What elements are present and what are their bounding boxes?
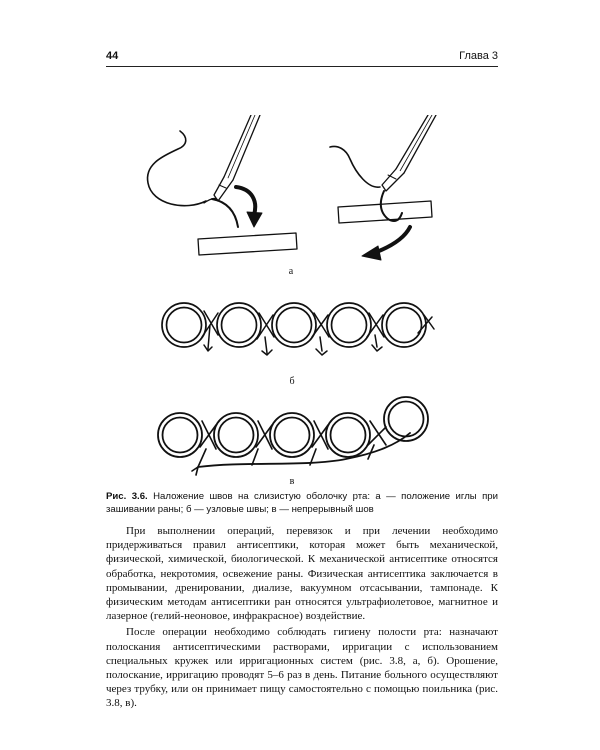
figure-label-c: в bbox=[289, 476, 295, 487]
interrupted-sutures bbox=[162, 290, 438, 355]
page-number: 44 bbox=[106, 50, 119, 62]
caption-label: Рис. 3.6. bbox=[106, 491, 148, 502]
suture-figure bbox=[106, 115, 498, 485]
figure-caption bbox=[106, 490, 498, 516]
paragraph: После операции необходимо соблюдать гигиену полости рта: назначают полоскания антисептическими растворами, ирригации с использованием специальных кружек или ирригационных систем (рис. 3.8, а, б). Орошение, полоскание, ирригацию проводят 5–6 раз в день. Питание больного осуществляют через трубку, или он принимает пищу самостоятельно с помощью поильника (рис. 3.8, в). bbox=[106, 626, 498, 710]
needle-position-illustration-left bbox=[148, 115, 297, 255]
figure-label-a: а bbox=[288, 266, 294, 277]
continuous-suture bbox=[158, 397, 428, 475]
needle-position-illustration-right bbox=[330, 115, 436, 260]
caption-text: Наложение швов на слизистую оболочку рта: а — положение иглы при зашивании раны; б — узловые швы; в — непрерывный шов bbox=[106, 491, 498, 515]
body-text bbox=[106, 524, 498, 711]
figure-label-b: б bbox=[289, 376, 295, 387]
page-header bbox=[106, 48, 498, 67]
chapter-title: Глава 3 bbox=[459, 50, 498, 62]
paragraph: При выполнении операций, перевязок и при лечении необходимо придерживаться правил антисептики, которая может быть механической, физической, химической, биологической. К механической антисептике относятся обработка, некротомия, освежение раны. Физическая антисептика заключается в промывании, дренировании, диализе, вакуумном отсасывании, тампонаде. К физическим методам антисептики ран относятся ультрафиолетовое, магнитное и лазерное (гелий-неоновое, инфракрасное) воздействие. bbox=[106, 525, 498, 623]
